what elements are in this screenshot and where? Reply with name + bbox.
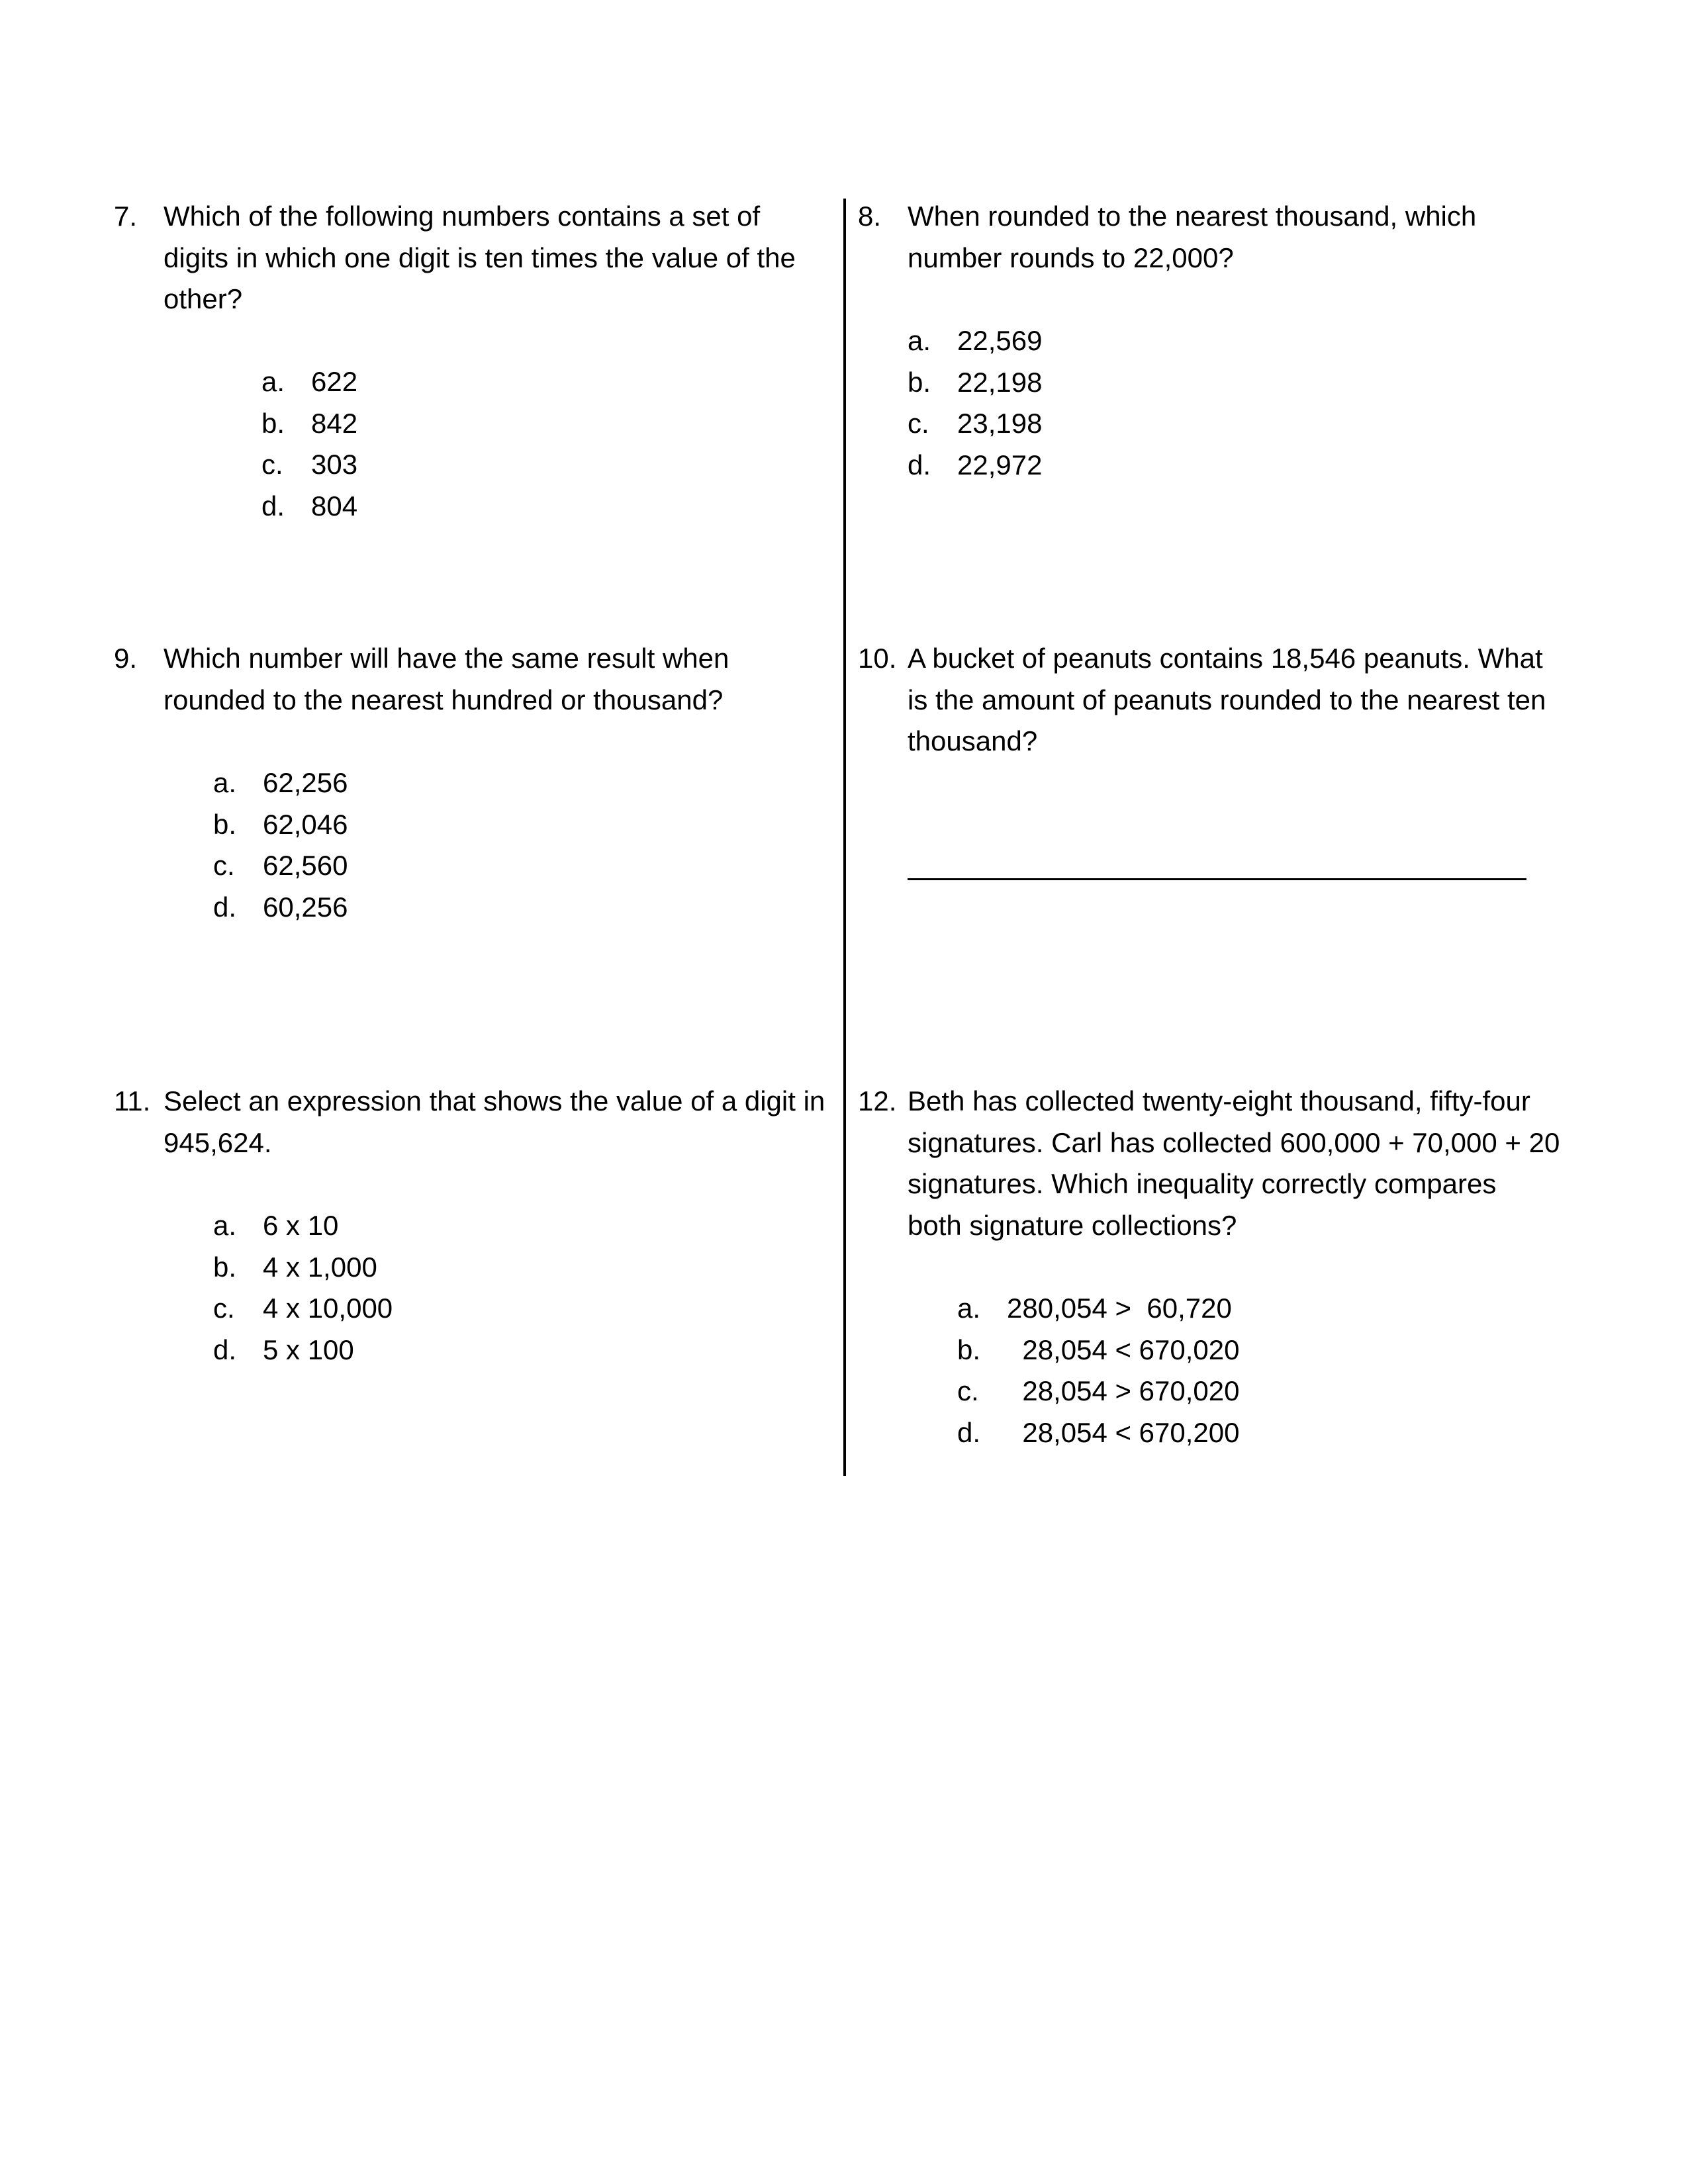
choice-d[interactable]: d. 804 (261, 490, 358, 522)
question-number: 11. (114, 1085, 151, 1116)
choice-c[interactable]: c. 4 x 10,000 (213, 1293, 393, 1324)
choices-9 (213, 762, 478, 928)
choice-c[interactable]: c. 23,198 (908, 408, 1043, 439)
choices-8 (908, 320, 1172, 486)
choice-a[interactable]: a. 6 x 10 (213, 1210, 339, 1241)
choices-12 (957, 1288, 1421, 1453)
question-number: 9. (114, 643, 138, 674)
question-text: Select an expression that shows the value of a digit in 945,624. (164, 1085, 825, 1158)
choice-b[interactable]: b. 4 x 1,000 (213, 1251, 377, 1283)
choice-c[interactable]: c. 62,560 (213, 850, 348, 881)
choice-c[interactable]: c. 303 (261, 449, 358, 480)
question-number: 8. (858, 201, 882, 232)
question-text: A bucket of peanuts contains 18,546 peanuts. What is the amount of peanuts rounded to the nearest ten thousand? (908, 643, 1546, 756)
choice-b[interactable]: b. 62,046 (213, 808, 348, 840)
question-text: When rounded to the nearest thousand, which number rounds to 22,000? (908, 201, 1477, 273)
choice-b[interactable]: b. 842 (261, 407, 358, 439)
choice-b[interactable]: b. 28,054 < 670,020 (957, 1334, 1240, 1365)
choice-d[interactable]: d. 60,256 (213, 891, 348, 923)
answer-line[interactable] (908, 878, 1526, 880)
choice-d[interactable]: d. 28,054 < 670,200 (957, 1416, 1240, 1448)
choice-a[interactable]: a. 62,256 (213, 767, 348, 798)
choices-11 (213, 1205, 544, 1371)
question-number: 7. (114, 201, 138, 232)
choice-a[interactable]: a. 22,569 (908, 325, 1043, 356)
question-number: 10. (858, 643, 897, 674)
choice-b[interactable]: b. 22,198 (908, 366, 1043, 398)
choice-a[interactable]: a. 622 (261, 366, 358, 397)
question-number: 12. (858, 1085, 897, 1116)
question-text: Which of the following numbers contains a set of digits in which one digit is ten times the value of the other? (164, 201, 796, 314)
choice-d[interactable]: d. 22,972 (908, 449, 1043, 480)
choices-7 (261, 361, 526, 527)
column-divider (843, 199, 846, 1476)
choice-c[interactable]: c. 28,054 > 670,020 (957, 1375, 1240, 1406)
question-text: Which number will have the same result when rounded to the nearest hundred or thousand? (164, 643, 729, 715)
question-text: Beth has collected twenty-eight thousand, fifty-four signatures. Carl has collected 600,000 + 70,000 + 20 signatures. Which inequality correctly compares both signature collections? (908, 1085, 1560, 1241)
choice-d[interactable]: d. 5 x 100 (213, 1334, 354, 1365)
choice-a[interactable]: a. 280,054 > 60,720 (957, 1293, 1232, 1324)
